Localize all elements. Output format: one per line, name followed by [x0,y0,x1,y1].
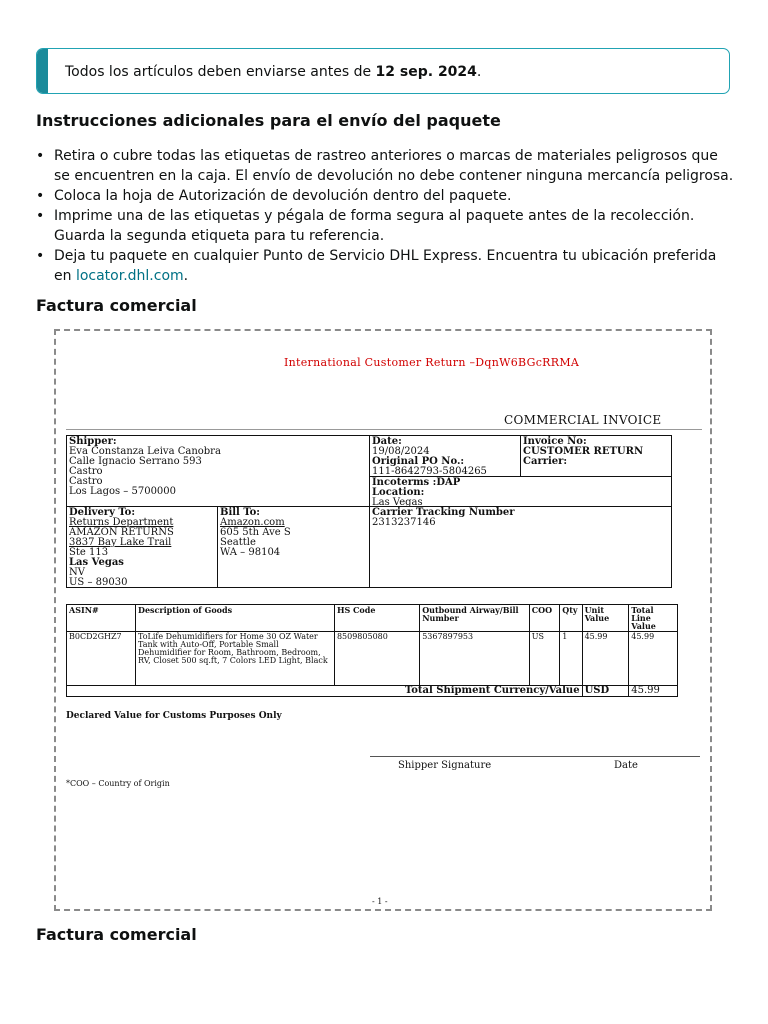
list-item: • Deja tu paquete en cualquier Punto de Servicio DHL Express. Encuentra tu ubicación preferida en locator.dhl.com. [36,246,736,286]
invoice-no-cell: Invoice No: CUSTOMER RETURN Carrier: [520,435,672,477]
signature-date-label: Date [614,760,638,771]
header-unit-value: Unit Value [582,605,629,632]
header-coo: COO [529,605,559,632]
alert-accent-bar [37,49,48,93]
declared-value-note: Declared Value for Customs Purposes Only [66,711,282,721]
shipper-cell: Shipper: Eva Constanza Leiva Canobra Calle Ignacio Serrano 593 Castro Castro Los Lagos – 5700000 [66,435,370,507]
instructions-list [36,146,736,286]
list-item: • Imprime una de las etiquetas y pégala de forma segura al paquete antes de la recolección. Guarda la segunda etiqueta para tu referencia. [36,206,736,246]
table-row: B0CD2GHZ7 ToLife Dehumidifiers for Home 30 OZ Water Tank with Auto-Off, Portable Small Dehumidifier for Room, Bathroom, Bedroom, RV, Closet 500 sq.ft, 7 Colors LED Light, Black 8509805080 5367897953 US 1 45.99 45.99 [67,632,678,686]
header-qty: Qty [560,605,582,632]
incoterms-cell: Incoterms :DAP Location: Las Vegas [369,476,672,507]
ship-by-date: 12 sep. 2024 [375,64,477,80]
section-heading-commercial-invoice-2: Factura comercial [36,925,197,944]
shipper-signature-label: Shipper Signature [398,760,492,771]
total-row [67,686,678,697]
date-po-cell: Date: 19/08/2024 Original PO No.: 111-8642793-5804265 [369,435,521,477]
section-heading-commercial-invoice: Factura comercial [36,296,197,315]
total-value: 45.99 [629,686,678,697]
header-airway-bill: Outbound Airway/Bill Number [420,605,530,632]
header-asin: ASIN# [67,605,136,632]
total-currency: USD [582,686,629,697]
goods-header-row [67,605,678,632]
invoice-title: COMMERCIAL INVOICE [504,413,662,427]
instructions-heading: Instrucciones adicionales para el envío del paquete [36,111,501,130]
page-number: - 1 - [372,897,388,906]
header-hs-code: HS Code [334,605,419,632]
header-total-value: Total Line Value [629,605,678,632]
alert-text: Todos los artículos deben enviarse antes de 12 sep. 2024. [65,64,482,80]
header-description: Description of Goods [136,605,335,632]
goods-table [66,604,678,697]
signature-line [370,756,700,757]
tracking-cell: Carrier Tracking Number 2313237146 [369,506,672,588]
ship-by-alert [36,48,730,94]
list-item: • Coloca la hoja de Autorización de devolución dentro del paquete. [36,186,736,206]
total-label: Total Shipment Currency/Value [67,686,583,697]
coo-note: *COO – Country of Origin [66,779,170,788]
list-item: • Retira o cubre todas las etiquetas de rastreo anteriores o marcas de materiales peligrosos que se encuentren en la caja. El envío de devolución no debe contener ninguna mercancía peligrosa. [36,146,736,186]
bill-to-cell: Bill To: Amazon.com 605 5th Ave S Seattle WA – 98104 [217,506,370,588]
title-rule [66,429,702,430]
delivery-to-cell: Delivery To: Returns Department AMAZON RETURNS 3837 Bay Lake Trail Ste 113 Las Vegas NV US – 89030 [66,506,218,588]
return-title: International Customer Return –DqnW6BGcRRMA [284,356,580,369]
commercial-invoice-document [54,329,712,911]
dhl-locator-link[interactable]: locator.dhl.com [75,268,184,284]
